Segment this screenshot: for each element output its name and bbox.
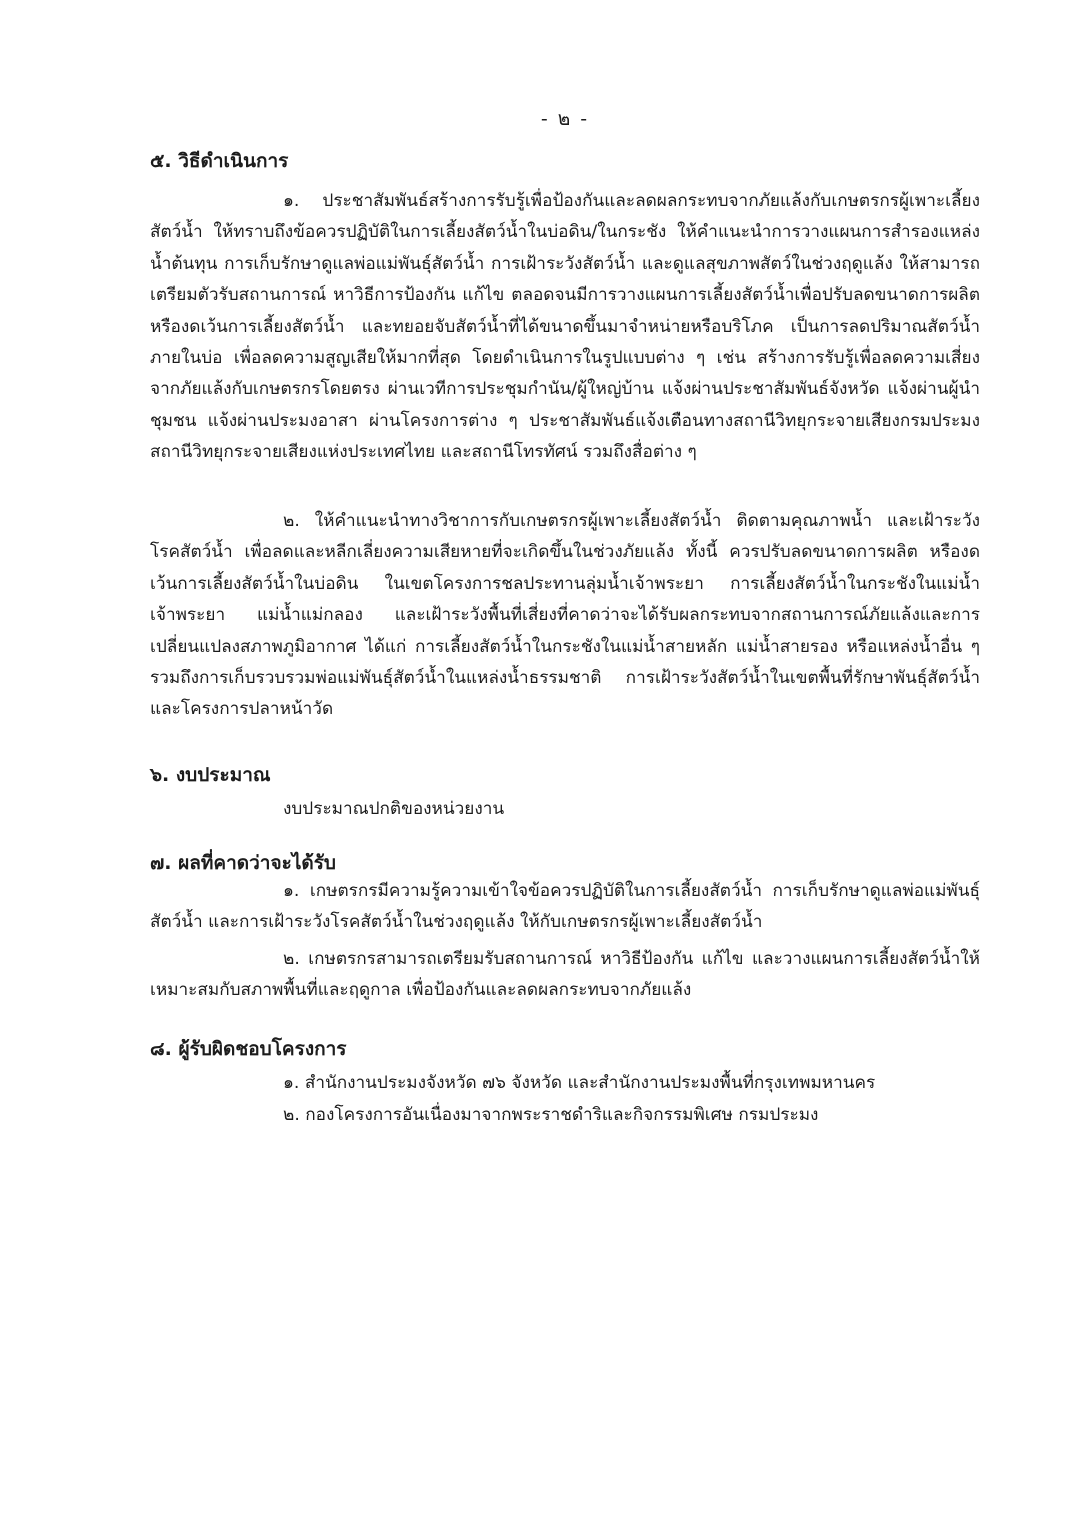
section-6-budget-text: งบประมาณปกติของหน่วยงาน bbox=[283, 799, 505, 819]
section-7-paragraph-2: ๒. เกษตรกรสามารถเตรียมรับสถานการณ์ หาวิธีป้องกัน แก้ไข และวางแผนการเลี้ยงสัตว์น้ำให้เหมาะสมกับสภาพพื้นที่และฤดูกาล เพื่อป้องกันและลดผลกระทบจากภัยแล้ง bbox=[150, 949, 980, 1001]
page-number: - ๒ - bbox=[540, 108, 590, 130]
section-8-heading: ๘. ผู้รับผิดชอบโครงการ bbox=[150, 1038, 347, 1060]
section-8-item-1: ๑. สำนักงานประมงจังหวัด ๗๖ จังหวัด และสำนักงานประมงพื้นที่กรุงเทพมหานคร bbox=[283, 1073, 876, 1093]
section-7-heading: ๗. ผลที่คาดว่าจะได้รับ bbox=[150, 852, 336, 874]
section-5-paragraph-1: ๑. ประชาสัมพันธ์สร้างการรับรู้เพื่อป้องกันและลดผลกระทบจากภัยแล้งกับเกษตรกรผู้เพาะเลี้ยงสัตว์น้ำ ให้ทราบถึงข้อควรปฏิบัติในการเลี้ยงสัตว์น้ำในบ่อดิน/ในกระชัง ให้คำแนะนำการวางแผนการสำรองแหล่งน้ำต้นทุน การเก็บรักษาดูแลพ่อแม่พันธุ์สัตว์น้ำ การเฝ้าระวังสัตว์น้ำ และดูแลสุขภาพสัตว์ในช่วงฤดูแล้ง ให้สามารถเตรียมตัวรับสถานการณ์ หาวิธีการป้องกัน แก้ไข ตลอดจนมีการวางแผนการเลี้ยงสัตว์น้ำเพื่อปรับลดขนาดการผลิต หรืองดเว้นการเลี้ยงสัตว์น้ำ และทยอยจับสัตว์น้ำที่ได้ขนาดขึ้นมาจำหน่ายหรือบริโภค เป็นการลดปริมาณสัตว์น้ำภายในบ่อ เพื่อลดความสูญเสียให้มากที่สุด โดยดำเนินการในรูปแบบต่าง ๆ เช่น สร้างการรับรู้เพื่อลดความเสี่ยงจากภัยแล้งกับเกษตรกรโดยตรง ผ่านเวทีการประชุมกำนัน/ผู้ใหญ่บ้าน แจ้งผ่านประชาสัมพันธ์จังหวัด แจ้งผ่านผู้นำชุมชน แจ้งผ่านประมงอาสา ผ่านโครงการต่าง ๆ ประชาสัมพันธ์แจ้งเตือนทางสถานีวิทยุกระจายเสียงกรมประมง สถานีวิทยุกระจายเสียงแห่งประเทศไทย และสถานีโทรทัศน์ รวมถึงสื่อต่าง ๆ bbox=[150, 191, 980, 463]
section-6-heading: ๖. งบประมาณ bbox=[150, 764, 271, 786]
section-7-paragraph-1: ๑. เกษตรกรมีความรู้ความเข้าใจข้อควรปฏิบัติในการเลี้ยงสัตว์น้ำ การเก็บรักษาดูแลพ่อแม่พันธุ์สัตว์น้ำ และการเฝ้าระวังโรคสัตว์น้ำในช่วงฤดูแล้ง ให้กับเกษตรกรผู้เพาะเลี้ยงสัตว์น้ำ bbox=[150, 881, 980, 933]
section-8-item-2: ๒. กองโครงการอันเนื่องมาจากพระราชดำริและกิจกรรมพิเศษ กรมประมง bbox=[283, 1105, 819, 1125]
section-5-heading: ๕. วิธีดำเนินการ bbox=[150, 150, 289, 172]
section-5-paragraph-2: ๒. ให้คำแนะนำทางวิชาการกับเกษตรกรผู้เพาะเลี้ยงสัตว์น้ำ ติดตามคุณภาพน้ำ และเฝ้าระวังโรคสัตว์น้ำ เพื่อลดและหลีกเลี่ยงความเสียหายที่จะเกิดขึ้นในช่วงภัยแล้ง ทั้งนี้ ควรปรับลดขนาดการผลิต หรืองดเว้นการเลี้ยงสัตว์น้ำในบ่อดิน ในเขตโครงการชลประทานลุ่มน้ำเจ้าพระยา การเลี้ยงสัตว์น้ำในกระชังในแม่น้ำเจ้าพระยา แม่น้ำแม่กลอง และเฝ้าระวังพื้นที่เสี่ยงที่คาดว่าจะได้รับผลกระทบจากสถานการณ์ภัยแล้งและการเปลี่ยนแปลงสภาพภูมิอากาศ ได้แก่ การเลี้ยงสัตว์น้ำในกระชังในแม่น้ำสายหลัก แม่น้ำสายรอง หรือแหล่งน้ำอื่น ๆ รวมถึงการเก็บรวบรวมพ่อแม่พันธุ์สัตว์น้ำในแหล่งน้ำธรรมชาติ การเฝ้าระวังสัตว์น้ำในเขตพื้นที่รักษาพันธุ์สัตว์น้ำและโครงการปลาหน้าวัด bbox=[150, 511, 980, 720]
